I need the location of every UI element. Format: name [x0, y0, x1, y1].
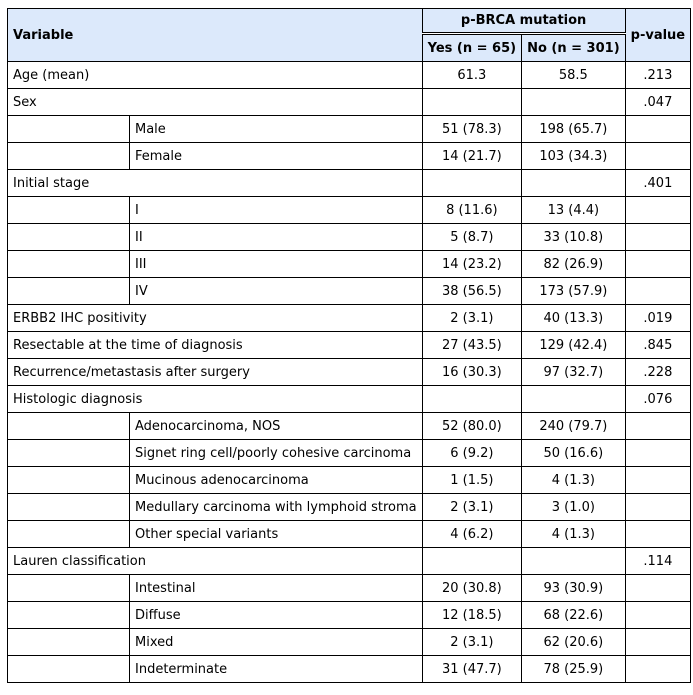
- cell-yes: 61.3: [422, 62, 521, 89]
- table-row: [8, 89, 691, 116]
- cell-pvalue: .845: [625, 332, 690, 359]
- table-row: [8, 467, 691, 494]
- row-subcategory-label: Signet ring cell/poorly cohesive carcinoma: [130, 440, 423, 467]
- cell-pvalue: .401: [625, 170, 690, 197]
- cell-yes: 27 (43.5): [422, 332, 521, 359]
- row-subcategory-label: Mucinous adenocarcinoma: [130, 467, 423, 494]
- row-subcategory-label: II: [130, 224, 423, 251]
- table-row: [8, 359, 691, 386]
- cell-no: 4 (1.3): [522, 521, 626, 548]
- row-variable-label: Histologic diagnosis: [8, 386, 423, 413]
- cell-no: 40 (13.3): [522, 305, 626, 332]
- table-header: [8, 9, 691, 62]
- table-row: [8, 629, 691, 656]
- cell-pvalue: [625, 656, 690, 683]
- cell-no: 240 (79.7): [522, 413, 626, 440]
- row-indent-cell: [8, 143, 130, 170]
- cell-no: 4 (1.3): [522, 467, 626, 494]
- row-subcategory-label: Diffuse: [130, 602, 423, 629]
- cell-pvalue: .213: [625, 62, 690, 89]
- cell-yes: 16 (30.3): [422, 359, 521, 386]
- cell-pvalue: [625, 413, 690, 440]
- row-indent-cell: [8, 413, 130, 440]
- header-no: No (n = 301): [522, 34, 626, 62]
- cell-yes: 52 (80.0): [422, 413, 521, 440]
- cell-no: 62 (20.6): [522, 629, 626, 656]
- row-subcategory-label: Other special variants: [130, 521, 423, 548]
- cell-no: [522, 89, 626, 116]
- cell-no: 103 (34.3): [522, 143, 626, 170]
- row-indent-cell: [8, 602, 130, 629]
- cell-no: 33 (10.8): [522, 224, 626, 251]
- cell-pvalue: [625, 467, 690, 494]
- row-subcategory-label: Male: [130, 116, 423, 143]
- row-variable-label: Resectable at the time of diagnosis: [8, 332, 423, 359]
- cell-pvalue: [625, 629, 690, 656]
- cell-no: 97 (32.7): [522, 359, 626, 386]
- cell-pvalue: .076: [625, 386, 690, 413]
- cell-no: 173 (57.9): [522, 278, 626, 305]
- table-body: [8, 62, 691, 683]
- brca-mutation-table: [7, 8, 691, 683]
- row-subcategory-label: Medullary carcinoma with lymphoid stroma: [130, 494, 423, 521]
- cell-no: 78 (25.9): [522, 656, 626, 683]
- row-indent-cell: [8, 467, 130, 494]
- cell-yes: 14 (23.2): [422, 251, 521, 278]
- row-subcategory-label: Intestinal: [130, 575, 423, 602]
- cell-pvalue: [625, 197, 690, 224]
- table-row: [8, 116, 691, 143]
- row-indent-cell: [8, 251, 130, 278]
- cell-yes: 5 (8.7): [422, 224, 521, 251]
- row-subcategory-label: III: [130, 251, 423, 278]
- table-row: [8, 197, 691, 224]
- cell-pvalue: [625, 251, 690, 278]
- table-row: [8, 224, 691, 251]
- row-subcategory-label: I: [130, 197, 423, 224]
- cell-no: [522, 386, 626, 413]
- row-indent-cell: [8, 629, 130, 656]
- cell-pvalue: [625, 521, 690, 548]
- row-variable-label: Initial stage: [8, 170, 423, 197]
- row-subcategory-label: Female: [130, 143, 423, 170]
- table-row: [8, 143, 691, 170]
- cell-yes: 6 (9.2): [422, 440, 521, 467]
- cell-pvalue: .114: [625, 548, 690, 575]
- table-row: [8, 278, 691, 305]
- row-indent-cell: [8, 116, 130, 143]
- row-subcategory-label: Indeterminate: [130, 656, 423, 683]
- table-row: [8, 656, 691, 683]
- table-row: [8, 494, 691, 521]
- cell-no: 198 (65.7): [522, 116, 626, 143]
- cell-no: 68 (22.6): [522, 602, 626, 629]
- table-row: [8, 548, 691, 575]
- cell-yes: 31 (47.7): [422, 656, 521, 683]
- row-variable-label: Lauren classification: [8, 548, 423, 575]
- header-pvalue: p-value: [625, 9, 690, 62]
- cell-pvalue: [625, 224, 690, 251]
- cell-no: 58.5: [522, 62, 626, 89]
- table-row: [8, 251, 691, 278]
- cell-yes: 2 (3.1): [422, 629, 521, 656]
- cell-no: 82 (26.9): [522, 251, 626, 278]
- cell-yes: 2 (3.1): [422, 494, 521, 521]
- cell-yes: 4 (6.2): [422, 521, 521, 548]
- cell-no: [522, 170, 626, 197]
- table-wrapper: [7, 8, 691, 683]
- cell-no: [522, 548, 626, 575]
- table-row: [8, 602, 691, 629]
- row-subcategory-label: IV: [130, 278, 423, 305]
- row-variable-label: Age (mean): [8, 62, 423, 89]
- header-variable: Variable: [8, 9, 423, 62]
- cell-yes: 2 (3.1): [422, 305, 521, 332]
- cell-pvalue: [625, 116, 690, 143]
- row-indent-cell: [8, 197, 130, 224]
- cell-yes: 38 (56.5): [422, 278, 521, 305]
- table-row: [8, 386, 691, 413]
- row-indent-cell: [8, 521, 130, 548]
- row-indent-cell: [8, 440, 130, 467]
- cell-pvalue: .228: [625, 359, 690, 386]
- row-variable-label: Recurrence/metastasis after surgery: [8, 359, 423, 386]
- row-subcategory-label: Mixed: [130, 629, 423, 656]
- row-variable-label: Sex: [8, 89, 423, 116]
- table-row: [8, 413, 691, 440]
- table-row: [8, 575, 691, 602]
- cell-yes: 8 (11.6): [422, 197, 521, 224]
- table-row: [8, 62, 691, 89]
- table-row: [8, 332, 691, 359]
- row-variable-label: ERBB2 IHC positivity: [8, 305, 423, 332]
- cell-pvalue: [625, 575, 690, 602]
- cell-yes: 12 (18.5): [422, 602, 521, 629]
- table-row: [8, 305, 691, 332]
- cell-yes: [422, 89, 521, 116]
- row-indent-cell: [8, 278, 130, 305]
- cell-pvalue: .047: [625, 89, 690, 116]
- cell-yes: 51 (78.3): [422, 116, 521, 143]
- cell-yes: 1 (1.5): [422, 467, 521, 494]
- table-row: [8, 521, 691, 548]
- table-row: [8, 440, 691, 467]
- cell-no: 13 (4.4): [522, 197, 626, 224]
- row-indent-cell: [8, 575, 130, 602]
- cell-pvalue: [625, 143, 690, 170]
- row-indent-cell: [8, 224, 130, 251]
- cell-yes: [422, 386, 521, 413]
- cell-pvalue: .019: [625, 305, 690, 332]
- cell-pvalue: [625, 278, 690, 305]
- cell-no: 129 (42.4): [522, 332, 626, 359]
- cell-pvalue: [625, 440, 690, 467]
- cell-yes: 20 (30.8): [422, 575, 521, 602]
- cell-no: 3 (1.0): [522, 494, 626, 521]
- table-row: [8, 170, 691, 197]
- header-brca-group: p-BRCA mutation: [422, 9, 625, 34]
- cell-pvalue: [625, 602, 690, 629]
- row-subcategory-label: Adenocarcinoma, NOS: [130, 413, 423, 440]
- cell-yes: [422, 548, 521, 575]
- cell-pvalue: [625, 494, 690, 521]
- row-indent-cell: [8, 656, 130, 683]
- cell-yes: 14 (21.7): [422, 143, 521, 170]
- cell-no: 93 (30.9): [522, 575, 626, 602]
- header-yes: Yes (n = 65): [422, 34, 521, 62]
- cell-yes: [422, 170, 521, 197]
- row-indent-cell: [8, 494, 130, 521]
- cell-no: 50 (16.6): [522, 440, 626, 467]
